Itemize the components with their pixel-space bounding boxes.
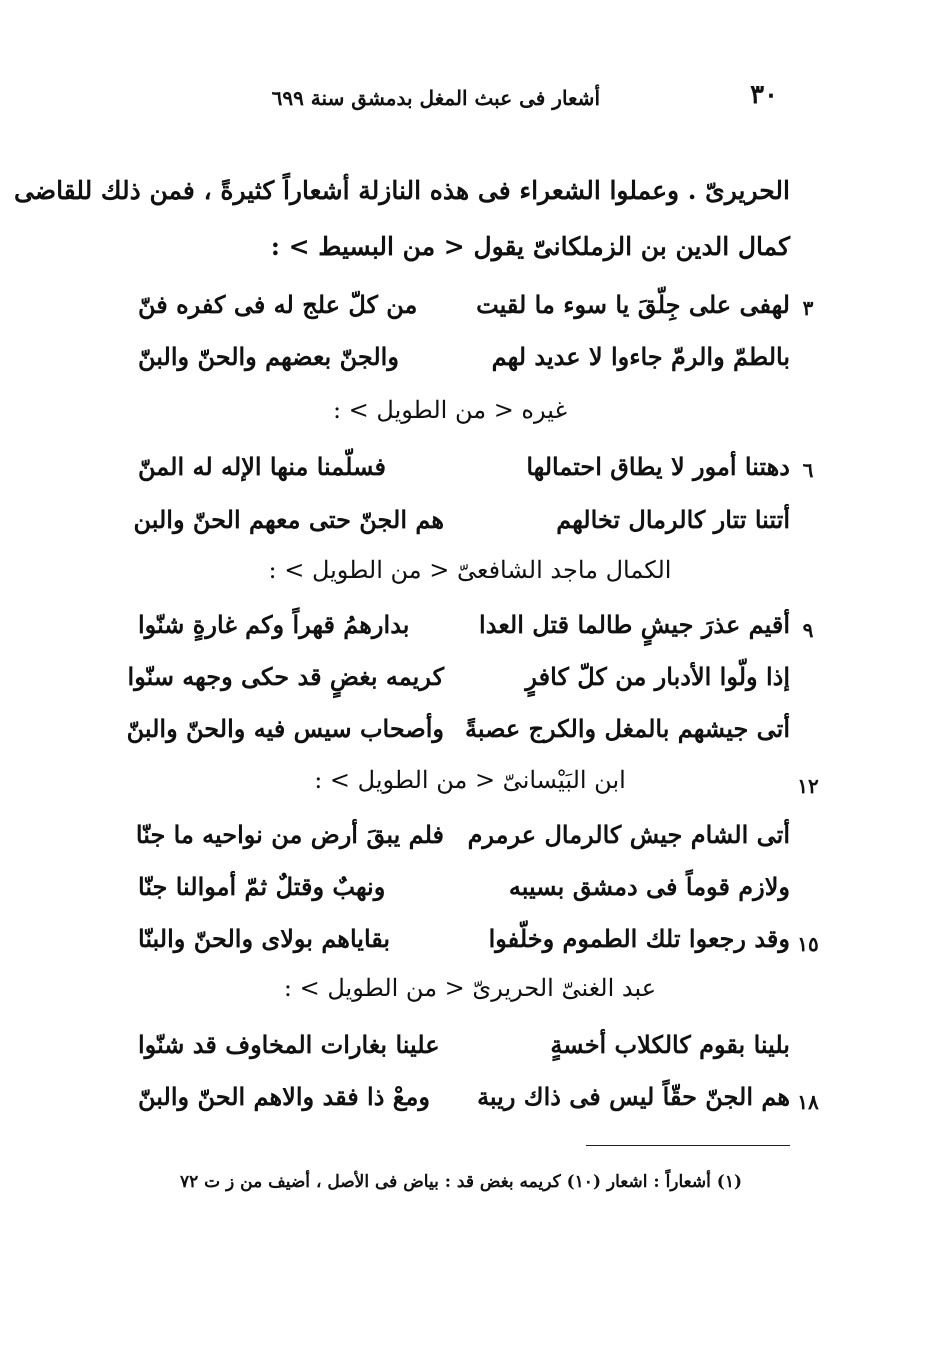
line-number: ١٥: [797, 932, 819, 956]
poem-intro: الكمال ماجد الشافعىّ < من الطويل > :: [268, 556, 672, 584]
verse-first-hemistich: أقيم عذرَ جيشٍ طالما قتل العدا: [479, 610, 790, 639]
page-number: ٣٠: [750, 80, 778, 110]
verse-first-hemistich: أتى جيشهم بالمغل والكرج عصبةً: [464, 714, 790, 743]
poem-intro: عبد الغنىّ الحريرىّ < من الطويل > :: [283, 974, 657, 1002]
verse-second-hemistich: ومعْ ذا فقد والاهم الحنّ والبنّ: [138, 1082, 430, 1111]
verse-second-hemistich: وأصحاب سيس فيه والحنّ والبنّ: [126, 714, 444, 743]
verse-second-hemistich: هم الجنّ حتى معهم الحنّ والبن: [133, 505, 444, 534]
verse-second-hemistich: فلم يبقَ أرض من نواحيه ما جنّا: [135, 820, 444, 849]
verse-second-hemistich: بدارهمُ قهراً وكم غارةٍ شنّوا: [138, 610, 410, 639]
poem-intro: ابن البَيْسانىّ < من الطويل > :: [314, 766, 626, 794]
prose-line: كمال الدين بن الزملكانىّ يقول < من البسيط > :: [270, 232, 790, 261]
footnote-rule: [586, 1145, 790, 1146]
line-number: ٣: [802, 296, 814, 320]
line-number: ٦: [802, 458, 814, 482]
verse-first-hemistich: أتتنا تتار كالرمال تخالهم: [556, 505, 790, 534]
poem-intro: غيره < من الطويل > :: [332, 396, 568, 424]
verse-second-hemistich: فسلّمنا منها الإله له المنّ: [138, 452, 386, 481]
verse-first-hemistich: دهتنا أمور لا يطاق احتمالها: [526, 452, 790, 481]
verse-first-hemistich: إذا ولّوا الأدبار من كلّ كافرٍ: [525, 662, 790, 691]
verse-first-hemistich: بلينا بقوم كالكلاب أخسةٍ: [550, 1030, 790, 1059]
line-number: ٩: [802, 618, 814, 642]
verse-first-hemistich: بالطمّ والرمّ جاءوا لا عديد لهم: [491, 342, 790, 371]
line-number: ١٨: [797, 1090, 819, 1114]
verse-second-hemistich: كريمه بغضٍ قد حكى وجهه سنّوا: [127, 662, 444, 691]
running-header: أشعار فى عبث المغل بدمشق سنة ٦٩٩: [271, 86, 600, 110]
verse-second-hemistich: بقاياهم بولاى والحنّ والبنّا: [138, 924, 391, 953]
verse-first-hemistich: ولازم قوماً فى دمشق بسيبه: [508, 872, 790, 901]
verse-first-hemistich: أتى الشام جيش كالرمال عرمرم: [467, 820, 790, 849]
prose-line: الحريرىّ . وعملوا الشعراء فى هذه النازلة أشعاراً كثيرةً ، فمن ذلك للقاضى: [14, 176, 790, 205]
verse-first-hemistich: لهفى على جِلّقَ يا سوء ما لقيت: [476, 290, 790, 319]
verse-second-hemistich: ونهبٌ وقتلٌ ثمّ أموالنا جنّا: [138, 872, 386, 901]
line-number: ١٢: [797, 774, 819, 798]
verse-first-hemistich: وقد رجعوا تلك الطموم وخلّفوا: [488, 924, 790, 953]
footnote: (١) أشعاراً : اشعار (١٠) كريمه بغض قد : بياض فى الأصل ، أضيف من ز ت ٧٢: [179, 1172, 742, 1192]
verse-second-hemistich: من كلّ علج له فى كفره فنّ: [138, 290, 418, 319]
verse-first-hemistich: هم الجنّ حقّاً ليس فى ذاك ريبة: [477, 1082, 790, 1111]
verse-second-hemistich: والجنّ بعضهم والحنّ والبنّ: [138, 342, 399, 371]
verse-second-hemistich: علينا بغارات المخاوف قد شنّوا: [138, 1030, 440, 1059]
